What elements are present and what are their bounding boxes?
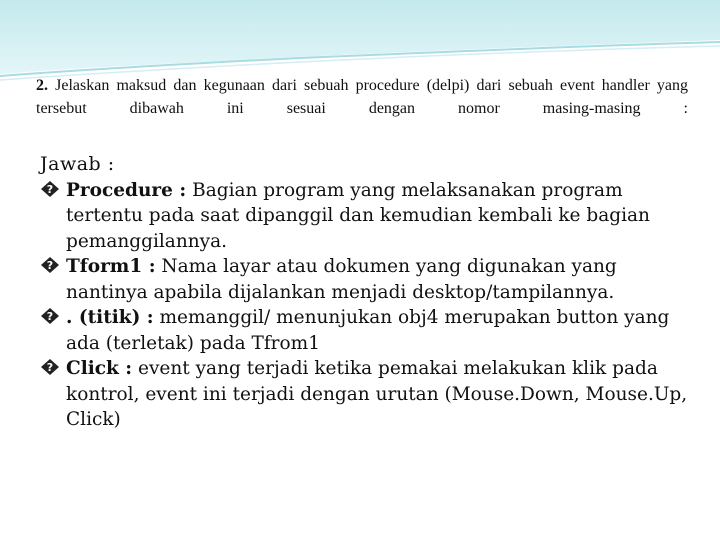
svg-text:?: ? (46, 259, 54, 272)
replacement-glyph-icon (40, 180, 60, 198)
item-definition: event yang terjadi ketika pemakai melakukan klik pada kontrol, event ini terjadi dengan urutan (Mouse.Down, Mouse.Up, Click) (66, 358, 688, 430)
header-band (0, 0, 720, 74)
item-definition: Bagian program yang melaksanakan program tertentu pada saat dipanggil dan kemudian kembali ke bagian pemanggilannya. (66, 179, 650, 252)
replacement-glyph-icon (40, 307, 60, 325)
list-item (40, 254, 690, 305)
list-item (40, 305, 690, 356)
answer-title: Jawab : (40, 153, 115, 175)
list-item (40, 356, 690, 433)
item-definition: Nama layar atau dokumen yang digunakan yang nantinya apabila dijalankan menjadi desktop/tampilannya. (66, 256, 617, 303)
question-text (36, 74, 688, 120)
question-number: 2. (36, 77, 48, 94)
svg-text:?: ? (46, 361, 54, 374)
item-definition: memanggil/ menunjukan obj4 merupakan button yang ada (terletak) pada Tfrom1 (66, 307, 670, 354)
replacement-glyph-icon (40, 256, 60, 274)
answer-list (40, 178, 690, 433)
question-body: Jelaskan maksud dan kegunaan dari sebuah procedure (delpi) dari sebuah event handler yang tersebut dibawah ini sesuai dengan nomor masing-masing : (36, 77, 689, 117)
svg-text:?: ? (46, 310, 54, 323)
answer-section (40, 152, 690, 433)
list-item (40, 178, 690, 255)
item-term: Procedure : (66, 179, 187, 201)
item-term: Tform1 : (66, 256, 156, 277)
item-term: . (titik) : (66, 307, 154, 328)
replacement-glyph-icon (40, 358, 60, 376)
svg-text:?: ? (46, 182, 54, 196)
item-term: Click : (66, 358, 133, 379)
